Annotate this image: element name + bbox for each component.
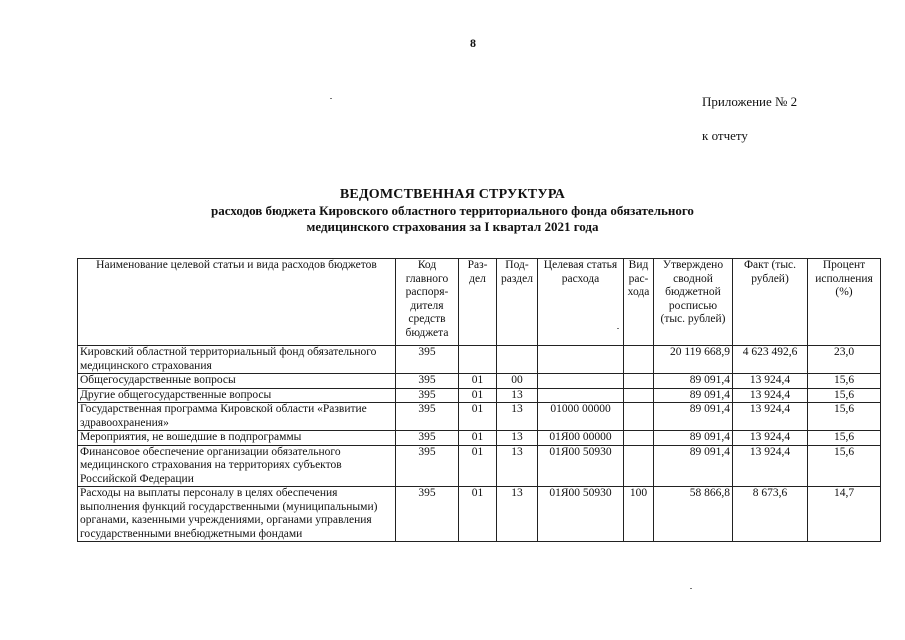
title-line-1: расходов бюджета Кировского областного территориального фонда обязательного bbox=[211, 203, 694, 218]
cell-subsection: 13 bbox=[497, 388, 538, 403]
cell-approved: 58 866,8 bbox=[654, 487, 733, 542]
cell-code: 395 bbox=[396, 403, 459, 431]
cell-name: Кировский областной территориальный фонд обязательного медицинского страхования bbox=[78, 346, 396, 374]
table-row bbox=[78, 445, 881, 487]
cell-approved: 20 119 668,9 bbox=[654, 346, 733, 374]
cell-type bbox=[624, 403, 654, 431]
title-line-2: медицинского страхования за I квартал 2021 года bbox=[306, 219, 599, 234]
cell-percent: 15,6 bbox=[808, 403, 881, 431]
header-section: Раз-дел bbox=[459, 259, 497, 346]
cell-subsection: 00 bbox=[497, 374, 538, 389]
header-name: Наименование целевой статьи и вида расходов бюджетов bbox=[78, 259, 396, 346]
cell-type bbox=[624, 445, 654, 487]
header-target: Целевая статья расхода bbox=[538, 259, 624, 346]
scan-speck bbox=[690, 588, 692, 589]
cell-approved: 89 091,4 bbox=[654, 431, 733, 446]
cell-target: 01Я00 50930 bbox=[538, 487, 624, 542]
cell-percent: 15,6 bbox=[808, 431, 881, 446]
budget-table bbox=[77, 258, 881, 542]
cell-section: 01 bbox=[459, 388, 497, 403]
cell-approved: 89 091,4 bbox=[654, 388, 733, 403]
cell-code: 395 bbox=[396, 346, 459, 374]
cell-type bbox=[624, 346, 654, 374]
cell-target: 01000 00000 bbox=[538, 403, 624, 431]
cell-fact: 13 924,4 bbox=[733, 431, 808, 446]
cell-code: 395 bbox=[396, 445, 459, 487]
cell-section: 01 bbox=[459, 431, 497, 446]
cell-code: 395 bbox=[396, 487, 459, 542]
cell-subsection: 13 bbox=[497, 431, 538, 446]
cell-section: 01 bbox=[459, 374, 497, 389]
cell-type bbox=[624, 388, 654, 403]
cell-percent: 23,0 bbox=[808, 346, 881, 374]
cell-section: 01 bbox=[459, 445, 497, 487]
table-row bbox=[78, 388, 881, 403]
cell-fact: 8 673,6 bbox=[733, 487, 808, 542]
document-title bbox=[0, 186, 905, 235]
cell-target bbox=[538, 388, 624, 403]
table-row bbox=[78, 374, 881, 389]
cell-fact: 13 924,4 bbox=[733, 445, 808, 487]
cell-section bbox=[459, 346, 497, 374]
cell-code: 395 bbox=[396, 374, 459, 389]
table-row bbox=[78, 487, 881, 542]
cell-type bbox=[624, 431, 654, 446]
cell-approved: 89 091,4 bbox=[654, 445, 733, 487]
header-approved: Утверждено сводной бюджетной росписью (тыс. рублей) bbox=[654, 259, 733, 346]
header-type: Вид рас-хода bbox=[624, 259, 654, 346]
cell-subsection bbox=[497, 346, 538, 374]
cell-fact: 4 623 492,6 bbox=[733, 346, 808, 374]
header-code: Код главного распоря-дителя средств бюджета bbox=[396, 259, 459, 346]
appendix-subtitle: к отчету bbox=[702, 128, 748, 143]
cell-name: Расходы на выплаты персоналу в целях обеспечения выполнения функций государственными (муниципальными) органами, казенными учреждениями, органами управления государственными внебюджетными фондами bbox=[78, 487, 396, 542]
header-fact: Факт (тыс. рублей) bbox=[733, 259, 808, 346]
header-subsection: Под-раздел bbox=[497, 259, 538, 346]
cell-percent: 14,7 bbox=[808, 487, 881, 542]
cell-fact: 13 924,4 bbox=[733, 374, 808, 389]
cell-type: 100 bbox=[624, 487, 654, 542]
cell-target bbox=[538, 374, 624, 389]
cell-type bbox=[624, 374, 654, 389]
cell-target: 01Я00 00000 bbox=[538, 431, 624, 446]
cell-approved: 89 091,4 bbox=[654, 403, 733, 431]
cell-percent: 15,6 bbox=[808, 388, 881, 403]
cell-name: Мероприятия, не вошедшие в подпрограммы bbox=[78, 431, 396, 446]
cell-approved: 89 091,4 bbox=[654, 374, 733, 389]
table-row bbox=[78, 346, 881, 374]
appendix-title: Приложение № 2 bbox=[702, 94, 798, 109]
cell-subsection: 13 bbox=[497, 403, 538, 431]
cell-percent: 15,6 bbox=[808, 374, 881, 389]
cell-subsection: 13 bbox=[497, 445, 538, 487]
cell-name: Государственная программа Кировской области «Развитие здравоохранения» bbox=[78, 403, 396, 431]
cell-subsection: 13 bbox=[497, 487, 538, 542]
table-row bbox=[78, 431, 881, 446]
table-row bbox=[78, 403, 881, 431]
cell-target: 01Я00 50930 bbox=[538, 445, 624, 487]
title-main: ВЕДОМСТВЕННАЯ СТРУКТУРА bbox=[339, 187, 566, 202]
cell-percent: 15,6 bbox=[808, 445, 881, 487]
cell-fact: 13 924,4 bbox=[733, 388, 808, 403]
cell-fact: 13 924,4 bbox=[733, 403, 808, 431]
cell-name: Финансовое обеспечение организации обязательного медицинского страхования на территориях субъектов Российской Федерации bbox=[78, 445, 396, 487]
header-percent: Процент исполнения (%) bbox=[808, 259, 881, 346]
page-number: 8 bbox=[470, 36, 476, 50]
cell-code: 395 bbox=[396, 431, 459, 446]
cell-code: 395 bbox=[396, 388, 459, 403]
cell-section: 01 bbox=[459, 487, 497, 542]
cell-section: 01 bbox=[459, 403, 497, 431]
cell-name: Общегосударственные вопросы bbox=[78, 374, 396, 389]
cell-target bbox=[538, 346, 624, 374]
cell-name: Другие общегосударственные вопросы bbox=[78, 388, 396, 403]
scan-speck bbox=[330, 98, 332, 99]
table-header-row bbox=[78, 259, 881, 346]
